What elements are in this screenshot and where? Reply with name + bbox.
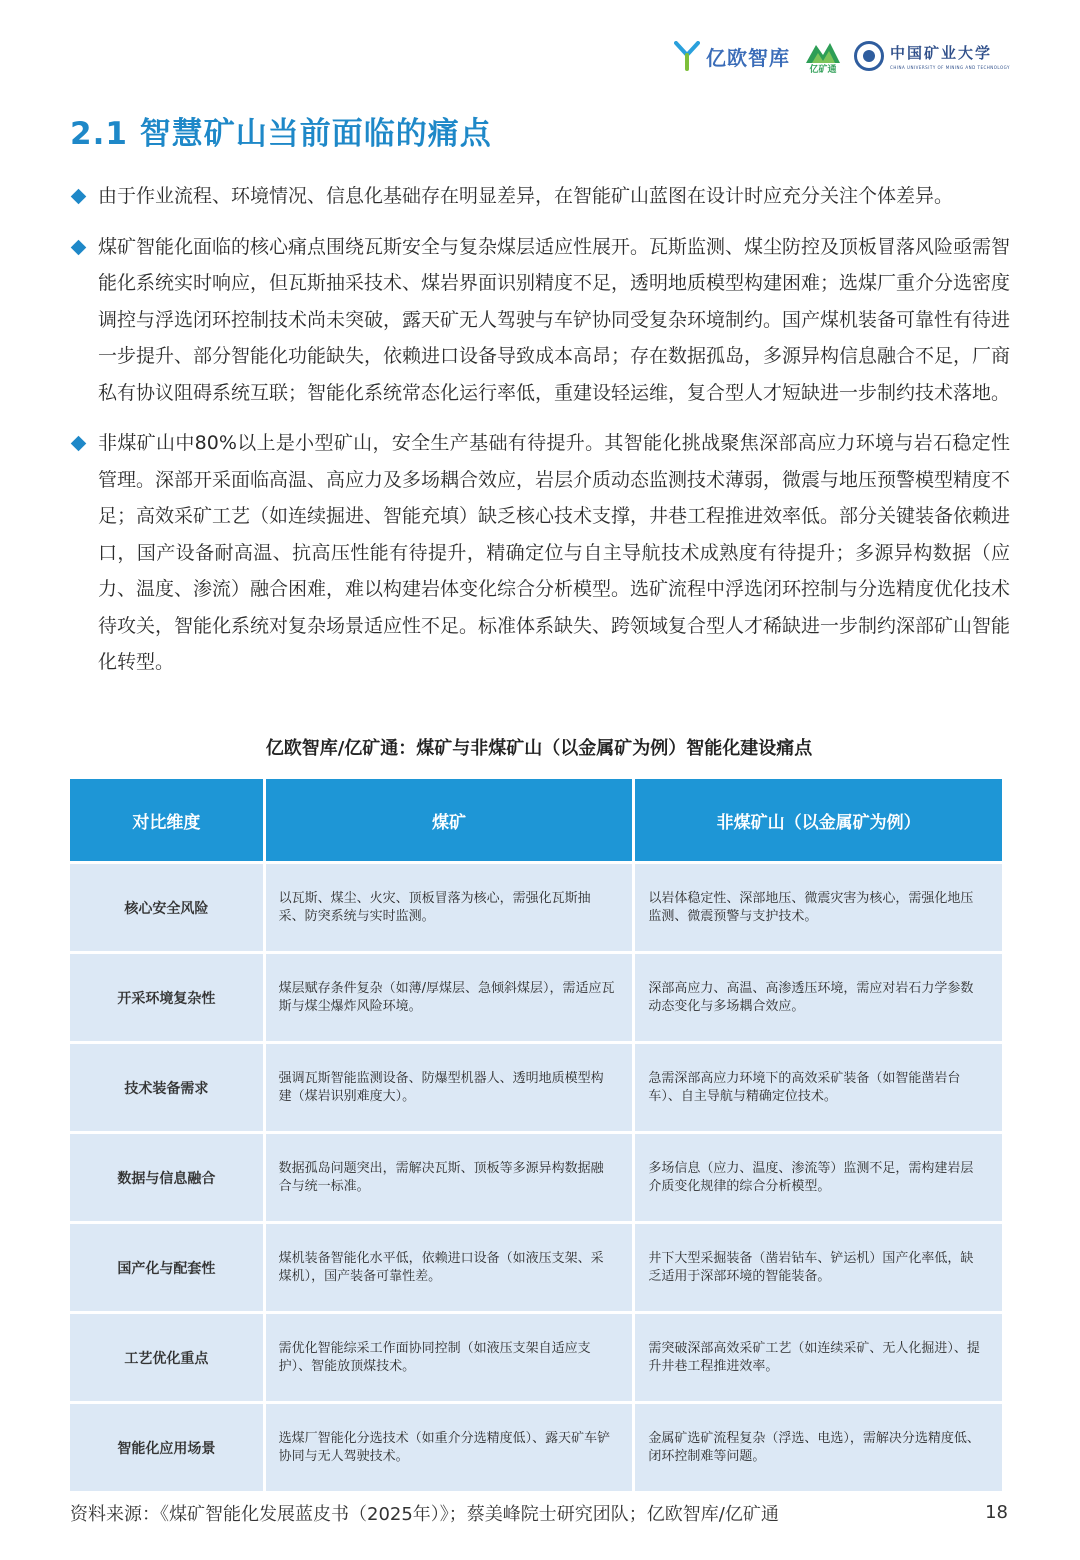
noncoal-cell: 需突破深部高效采矿工艺（如连续采矿、无人化掘进）、提升井巷工程推进效率。: [635, 1314, 1002, 1401]
noncoal-cell: 急需深部高应力环境下的高效采矿装备（如智能凿岩台车）、自主导航与精确定位技术。: [635, 1044, 1002, 1131]
page-number: 18: [985, 1502, 1008, 1523]
table-header-row: [70, 779, 1002, 861]
pain-points-table: [67, 776, 1005, 1494]
coal-cell: 以瓦斯、煤尘、火灾、顶板冒落为核心，需强化瓦斯抽采、防突系统与实时监测。: [266, 864, 633, 951]
header-logos: [674, 36, 1010, 76]
table-row: [70, 1314, 1002, 1401]
noncoal-cell: 深部高应力、高温、高渗透压环境，需应对岩石力学参数动态变化与多场耦合效应。: [635, 954, 1002, 1041]
row-dimension: 核心安全风险: [70, 864, 263, 951]
table-row: [70, 1224, 1002, 1311]
row-dimension: 技术装备需求: [70, 1044, 263, 1131]
ykt-brand-text: 亿矿通: [809, 65, 837, 73]
diamond-bullet-icon: [71, 436, 87, 452]
bullet-text: 煤矿智能化面临的核心痛点围绕瓦斯安全与复杂煤层适应性展开。瓦斯监测、煤尘防控及顶板冒落风险亟需智能化系统实时响应，但瓦斯抽采技术、煤岩界面识别精度不足，透明地质模型构建困难；选煤厂重介分选密度调控与浮选闭环控制技术尚未突破，露天矿无人驾驶与车铲协同受复杂环境制约。国产煤机装备可靠性有待进一步提升、部分智能化功能缺失，依赖进口设备导致成本高昂；存在数据孤岛，多源异构信息融合不足，厂商私有协议阻碍系统互联；智能化系统常态化运行率低，重建设轻运维，复合型人才短缺进一步制约技术落地。: [98, 235, 1011, 404]
university-name-en: CHINA UNIVERSITY OF MINING AND TECHNOLOGY: [890, 65, 1010, 70]
bullet-list: [70, 178, 1010, 695]
bullet-text: 非煤矿山中80%以上是小型矿山，安全生产基础有待提升。其智能化挑战聚焦深部高应力环境与岩石稳定性管理。深部开采面临高温、高应力及多场耦合效应，岩层介质动态监测技术薄弱，微震与地压预警模型精度不足；高效采矿工艺（如连续掘进、智能充填）缺乏核心技术支撑，井巷工程推进效率低。部分关键装备依赖进口，国产设备耐高温、抗高压性能有待提升，精确定位与自主导航技术成熟度有待提升；多源异构数据（应力、温度、渗流）融合困难，难以构建岩体变化综合分析模型。选矿流程中浮选闭环控制与分选精度优化技术待攻关，智能化系统对复杂场景适应性不足。标准体系缺失、跨领域复合型人才稀缺进一步制约深部矿山智能化转型。: [98, 432, 1011, 673]
coal-cell: 煤机装备智能化水平低，依赖进口设备（如液压支架、采煤机），国产装备可靠性差。: [266, 1224, 633, 1311]
noncoal-cell: 井下大型采掘装备（凿岩钻车、铲运机）国产化率低，缺乏适用于深部环境的智能装备。: [635, 1224, 1002, 1311]
cumt-logo: [854, 41, 1010, 71]
bullet-item: [70, 178, 1010, 215]
bullet-item: [70, 229, 1010, 412]
iyiou-logo: [674, 41, 790, 71]
row-dimension: 国产化与配套性: [70, 1224, 263, 1311]
noncoal-cell: 多场信息（应力、温度、渗流等）监测不足，需构建岩层介质变化规律的综合分析模型。: [635, 1134, 1002, 1221]
coal-cell: 选煤厂智能化分选技术（如重介分选精度低）、露天矿车铲协同与无人驾驶技术。: [266, 1404, 633, 1491]
source-note: 资料来源：《煤矿智能化发展蓝皮书（2025年）》；蔡美峰院士研究团队；亿欧智库/亿矿通: [70, 1504, 779, 1525]
diamond-bullet-icon: [71, 239, 87, 255]
header-coal: 煤矿: [266, 779, 633, 861]
row-dimension: 智能化应用场景: [70, 1404, 263, 1491]
iyiou-y-icon: [674, 41, 700, 71]
header-noncoal: 非煤矿山（以金属矿为例）: [635, 779, 1002, 861]
table-title: 亿欧智库/亿矿通：煤矿与非煤矿山（以金属矿为例）智能化建设痛点: [265, 738, 813, 759]
coal-cell: 煤层赋存条件复杂（如薄/厚煤层、急倾斜煤层），需适应瓦斯与煤尘爆炸风险环境。: [266, 954, 633, 1041]
bullet-item: [70, 425, 1010, 681]
row-dimension: 数据与信息融合: [70, 1134, 263, 1221]
iyiou-brand-text: 亿欧智库: [706, 45, 791, 70]
section-title: 2.1 智慧矿山当前面临的痛点: [70, 116, 492, 152]
table-row: [70, 1404, 1002, 1491]
noncoal-cell: 以岩体稳定性、深部地压、微震灾害为核心，需强化地压监测、微震预警与支护技术。: [635, 864, 1002, 951]
bullet-text: 由于作业流程、环境情况、信息化基础存在明显差异，在智能矿山蓝图在设计时应充分关注个体差异。: [98, 185, 954, 207]
coal-cell: 需优化智能综采工作面协同控制（如液压支架自适应支护）、智能放顶煤技术。: [266, 1314, 633, 1401]
table-row: [70, 1044, 1002, 1131]
ykt-mountain-icon: [804, 39, 842, 73]
diamond-bullet-icon: [71, 189, 87, 205]
university-seal-icon: [854, 41, 884, 71]
coal-cell: 强调瓦斯智能监测设备、防爆型机器人、透明地质模型构建（煤岩识别难度大）。: [266, 1044, 633, 1131]
table-row: [70, 954, 1002, 1041]
table-row: [70, 864, 1002, 951]
ykt-logo: [804, 39, 842, 73]
row-dimension: 开采环境复杂性: [70, 954, 263, 1041]
row-dimension: 工艺优化重点: [70, 1314, 263, 1401]
noncoal-cell: 金属矿选矿流程复杂（浮选、电选），需解决分选精度低、闭环控制难等问题。: [635, 1404, 1002, 1491]
university-name-cn: 中国矿业大学: [890, 44, 993, 62]
header-dimension: 对比维度: [70, 779, 263, 861]
coal-cell: 数据孤岛问题突出，需解决瓦斯、顶板等多源异构数据融合与统一标准。: [266, 1134, 633, 1221]
table-row: [70, 1134, 1002, 1221]
